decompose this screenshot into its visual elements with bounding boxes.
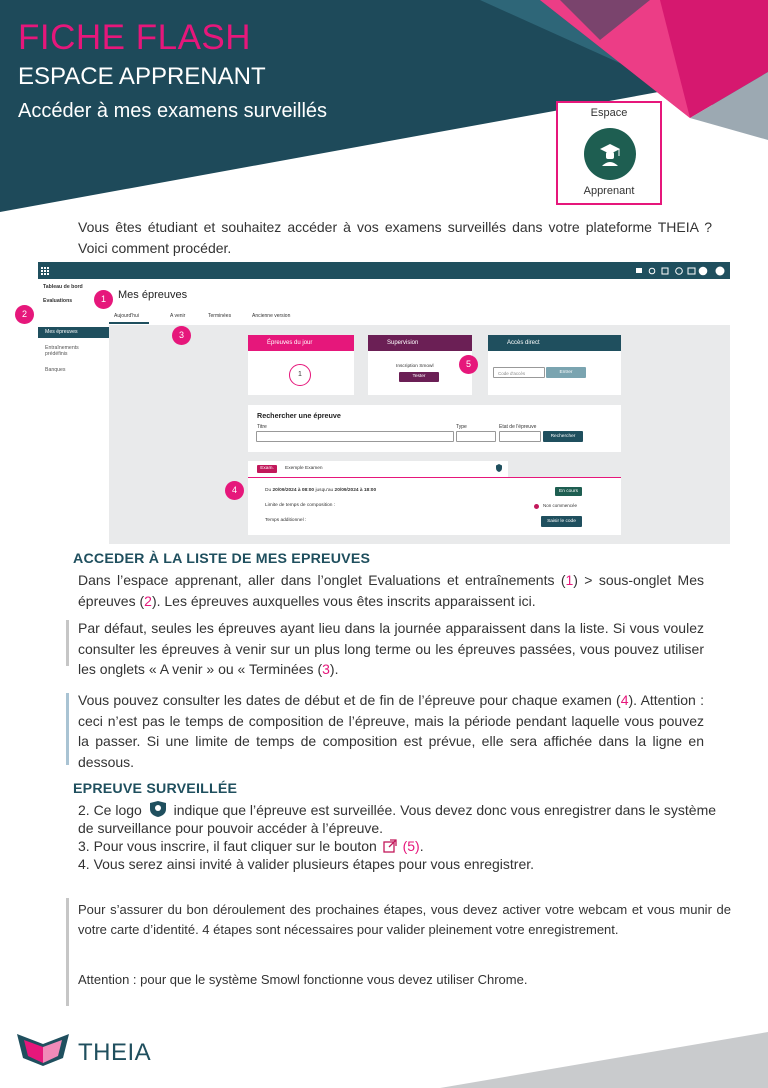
direct-access-card	[488, 335, 621, 395]
progress-status: Non commencée	[543, 503, 578, 508]
sidebar-item-evaluations[interactable]: Evaluations	[43, 298, 73, 304]
app-sidebar	[38, 279, 109, 544]
exam-card-header	[248, 461, 508, 477]
list-item: 3. Pour vous inscrire, il faut cliquer sur le bouton (5).	[78, 838, 424, 854]
note-bar-grey-2	[66, 898, 69, 1006]
space-badge	[556, 101, 662, 205]
intro-text: Vous êtes étudiant et souhaitez accéder à vos examens surveillés dans votre plateforme THEIA ? Voici comment procéder.	[78, 219, 712, 256]
bell-icon	[649, 268, 655, 274]
exam-name[interactable]: Exemple Examen	[285, 466, 323, 471]
external-link-icon	[383, 839, 397, 853]
sidebar-item-banks[interactable]: Banques	[45, 367, 66, 373]
screen-icon	[688, 268, 695, 274]
section-title: Mes épreuves	[118, 289, 188, 301]
supervision-card	[368, 335, 472, 395]
section1-heading: ACCEDER À LA LISTE DE MES EPREUVES	[73, 551, 371, 567]
page-heading: Accéder à mes examens surveillés	[18, 100, 328, 122]
title-input[interactable]	[256, 431, 454, 442]
page-title: FICHE FLASH	[18, 18, 252, 57]
exam-tag: Exam.	[257, 465, 277, 473]
avatar	[716, 267, 725, 276]
status-dot	[534, 504, 539, 509]
type-select[interactable]	[456, 431, 496, 442]
footer-brand: THEIA	[78, 1039, 152, 1066]
tab-old-version[interactable]: Ancienne version	[252, 313, 291, 319]
tab-today[interactable]: Aujourd'hui	[114, 313, 139, 319]
page-subtitle: ESPACE APPRENANT	[18, 63, 266, 90]
today-card-title: Épreuves du jour	[248, 335, 354, 351]
chrome-note: Attention : pour que le système Smowl fonctionne vous devez utiliser Chrome.	[78, 972, 528, 987]
tabs-bar	[109, 279, 730, 325]
time-limit: Limite de temps de composition :	[265, 503, 336, 508]
extra-time: Temps additionnel :	[265, 518, 307, 523]
access-code-input[interactable]: Code d'accès	[493, 367, 545, 378]
apps-grid-icon[interactable]	[41, 267, 49, 275]
status-badge: En cours	[555, 487, 582, 496]
app-topbar	[38, 262, 730, 279]
shield-icon	[496, 464, 502, 472]
theia-logo-icon	[17, 1032, 69, 1068]
topbar-icons[interactable]	[636, 266, 728, 276]
marker-3: 3	[172, 326, 191, 345]
webcam-shield-icon	[149, 801, 167, 817]
graduate-icon	[584, 128, 636, 180]
section1-paragraph3: Vous pouvez consulter les dates de début et de fin de l’épreuve pour chaque examen (4). Attention : ceci n’est pas le temps de composition de l’épreuve, mais la période pendant laquelle vous pouvez la passer. Si une limite de temps de composition est prévue, elle sera affichée dans la ligne en dessous.	[78, 692, 704, 770]
search-button[interactable]: Rechercher	[543, 431, 583, 442]
smowl-label: Inscription Smowl	[396, 364, 434, 369]
flag-icon	[636, 268, 642, 273]
exam-card	[248, 477, 621, 535]
user-icon	[699, 267, 708, 276]
section2-list	[78, 801, 728, 873]
supervision-card-title: Supervision	[368, 335, 472, 351]
test-button[interactable]: Tester	[399, 372, 439, 382]
marker-5: 5	[459, 355, 478, 374]
marker-2: 2	[15, 305, 34, 324]
enter-button[interactable]: Entrer	[546, 367, 586, 378]
tab-finished[interactable]: Terminées	[208, 313, 232, 319]
section2-heading: EPREUVE SURVEILLÉE	[73, 781, 238, 797]
today-card	[248, 335, 354, 395]
state-select[interactable]	[499, 431, 541, 442]
section1-paragraph1: Dans l’espace apprenant, aller dans l’onglet Evaluations et entraînements (1) > sous-onglet Mes épreuves (2). Les épreuves auxquelles vous êtes inscrits apparaissent ici.	[78, 572, 704, 609]
type-label: Type	[456, 424, 467, 430]
tab-active-indicator	[109, 322, 149, 324]
sidebar-item-dashboard[interactable]: Tableau de bord	[43, 284, 83, 290]
marker-4: 4	[225, 481, 244, 500]
sidebar-item-my-exams[interactable]: Mes épreuves	[45, 329, 78, 335]
webcam-note: Pour s’assurer du bon déroulement des prochaines étapes, vous devez activer votre webcam et vous munir de votre carte d’identité. 4 étapes sont nécessaires pour valider pleinement votre enregistrement.	[78, 902, 731, 937]
today-count: 1	[289, 364, 311, 386]
search-title: Rechercher une épreuve	[257, 411, 341, 420]
sidebar-item-trainings[interactable]: Entraînements prédéfinis	[45, 345, 79, 357]
tab-upcoming[interactable]: A venir	[170, 313, 186, 319]
list-item: 2. Ce logo indique que l’épreuve est surveillée. Vous devez donc vous enregistrer dans le système de surveillance pour pouvoir accéder à l’épreuve.	[78, 802, 717, 836]
list-item: 4. Vous serez ainsi invité à valider plusieurs étapes pour vous enregistrer.	[78, 856, 535, 872]
note-bar-grey	[66, 620, 69, 666]
title-label: Titre	[257, 424, 267, 430]
marker-1: 1	[94, 290, 113, 309]
state-label: Etat de l'épreuve	[499, 424, 537, 430]
search-card	[248, 405, 621, 452]
app-screenshot	[38, 262, 730, 544]
help-icon	[676, 268, 683, 275]
badge-bottom-label: Apprenant	[583, 185, 635, 197]
enter-code-button[interactable]: Saisir le code	[541, 516, 582, 527]
badge-top-label: Espace	[590, 107, 628, 119]
direct-access-title: Accès direct	[488, 335, 621, 351]
section1-paragraph2: Par défaut, seules les épreuves ayant lieu dans la journée apparaissent dans la liste. Si vous voulez consulter les épreuves à venir sur un plus long terme ou les épreuves passées, vous pouvez utiliser les onglets « A venir » ou « Terminées (3).	[78, 620, 704, 677]
exam-dates: Du 20/09/2024 à 08:00 jusqu'au 20/09/2024 à 18:00	[265, 488, 377, 493]
note-bar-blue	[66, 693, 69, 765]
message-icon	[662, 268, 668, 274]
